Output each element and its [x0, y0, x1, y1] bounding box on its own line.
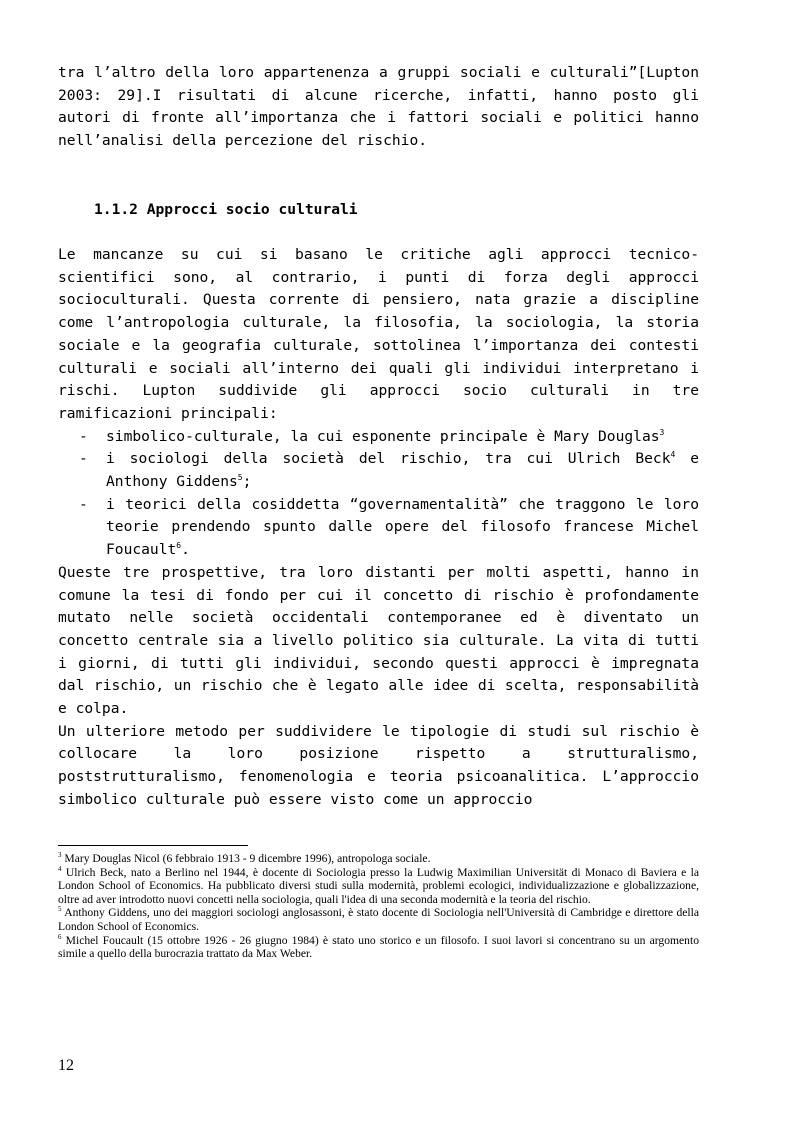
- approaches-list: [58, 426, 699, 562]
- footnotes: [58, 852, 699, 961]
- footnote: [58, 852, 699, 866]
- list-dash: -: [79, 450, 88, 468]
- paragraph-1: Le mancanze su cui si basano le critiche agli approcci tecnico-scientifici sono, al contrario, i punti di forza degli approcci socioculturali. Questa corrente di pensiero, nata grazie a discipline come l’antropologia culturale, la filosofia, la sociologia, la storia sociale e la geografia culturale, sottolinea l’importanza dei contesti culturali e sociali all’interno dei quali gli individui interpretano i rischi. Lupton suddivide gli approcci socio culturali in tre ramificazioni principali:: [58, 246, 699, 422]
- list-item-text: simbolico-culturale, la cui esponente principale è Mary Douglas: [106, 427, 660, 445]
- intro-paragraph: tra l’altro della loro appartenenza a gruppi sociali e culturali”[Lupton 2003: 29].I risultati di alcune ricerche, infatti, hanno posto gli autori di fronte all’importanza che i fattori sociali e politici hanno nell’analisi della percezione del rischio.: [58, 64, 699, 150]
- list-item: [58, 426, 699, 449]
- list-dash: -: [79, 427, 88, 445]
- section-heading: 1.1.2 Approcci socio culturali: [94, 201, 358, 218]
- intro-block: [58, 62, 699, 153]
- section-heading-block: [58, 199, 699, 222]
- footnote-ref: 5: [237, 473, 243, 483]
- footnote-ref: 6: [176, 541, 182, 551]
- footnote-ref: 3: [659, 427, 665, 437]
- footnote-number: 4: [58, 864, 62, 873]
- footnote: [58, 906, 699, 933]
- main-text-block: [58, 244, 699, 812]
- page-number: 12: [58, 1057, 74, 1074]
- list-item: [58, 494, 699, 562]
- list-item-after: ;: [242, 473, 252, 491]
- list-item-after: e Anthony Giddens: [106, 450, 699, 491]
- footnote: [58, 934, 699, 961]
- footnote-number: 3: [58, 851, 62, 859]
- list-item: [58, 448, 699, 493]
- list-item-after: .: [181, 541, 190, 559]
- footnote-text: Anthony Giddens, uno dei maggiori sociologi anglosassoni, è stato docente di Sociologia nell'Università di Cambridge e direttore della London School of Economics.: [58, 906, 699, 933]
- paragraph-2: Queste tre prospettive, tra loro distanti per molti aspetti, hanno in comune la tesi di fondo per cui il concetto di rischio è profondamente mutato nelle società occidentali contemporanee ed è diventato un concetto centrale sia a livello politico sia culturale. La vita di tutti i giorni, di tutti gli individui, secondo questi approcci è impregnata dal rischio, un rischio che è legato alle idee di scelta, responsabilità e colpa.: [58, 563, 699, 718]
- paragraph-3: Un ulteriore metodo per suddividere le tipologie di studi sul rischio è collocare la loro posizione rispetto a strutturalismo, poststrutturalismo, fenomenologia e teoria psicoanalitica. L’approccio simbolico culturale può essere visto come un approccio: [58, 722, 699, 808]
- footnote-text: Mary Douglas Nicol (6 febbraio 1913 - 9 dicembre 1996), antropologa sociale.: [61, 852, 431, 865]
- footnote-ref: 4: [670, 450, 676, 460]
- footnote: [58, 866, 699, 907]
- footnote-number: 6: [58, 932, 62, 941]
- list-item-text: i sociologi della società del rischio, tra cui Ulrich Beck: [106, 450, 671, 468]
- footnote-text: Ulrich Beck, nato a Berlino nel 1944, è docente di Sociologia presso la Ludwig Maximilian Universität di Monaco di Baviera e la London School of Economics. Ha pubblicato diversi studi sulla modernità, problemi ecologici, individualizzazione e globalizzazione, oltre ad aver introdotto nuovi concetti nella sociologia, quali l'idea di una seconda modernità e la teoria del rischio.: [58, 865, 699, 906]
- list-item-text: i teorici della cosiddetta “governamentalità” che traggono le loro teorie prendendo spunto dalle opere del filosofo francese Michel Foucault: [106, 495, 699, 559]
- footnote-separator: [58, 845, 248, 846]
- list-dash: -: [79, 495, 88, 513]
- footnote-number: 5: [58, 905, 62, 914]
- footnote-text: Michel Foucault (15 ottobre 1926 - 26 giugno 1984) è stato uno storico e un filosofo. I suoi lavori si concentrano su un argomento simile a quello della burocrazia trattato da Max Weber.: [58, 933, 699, 961]
